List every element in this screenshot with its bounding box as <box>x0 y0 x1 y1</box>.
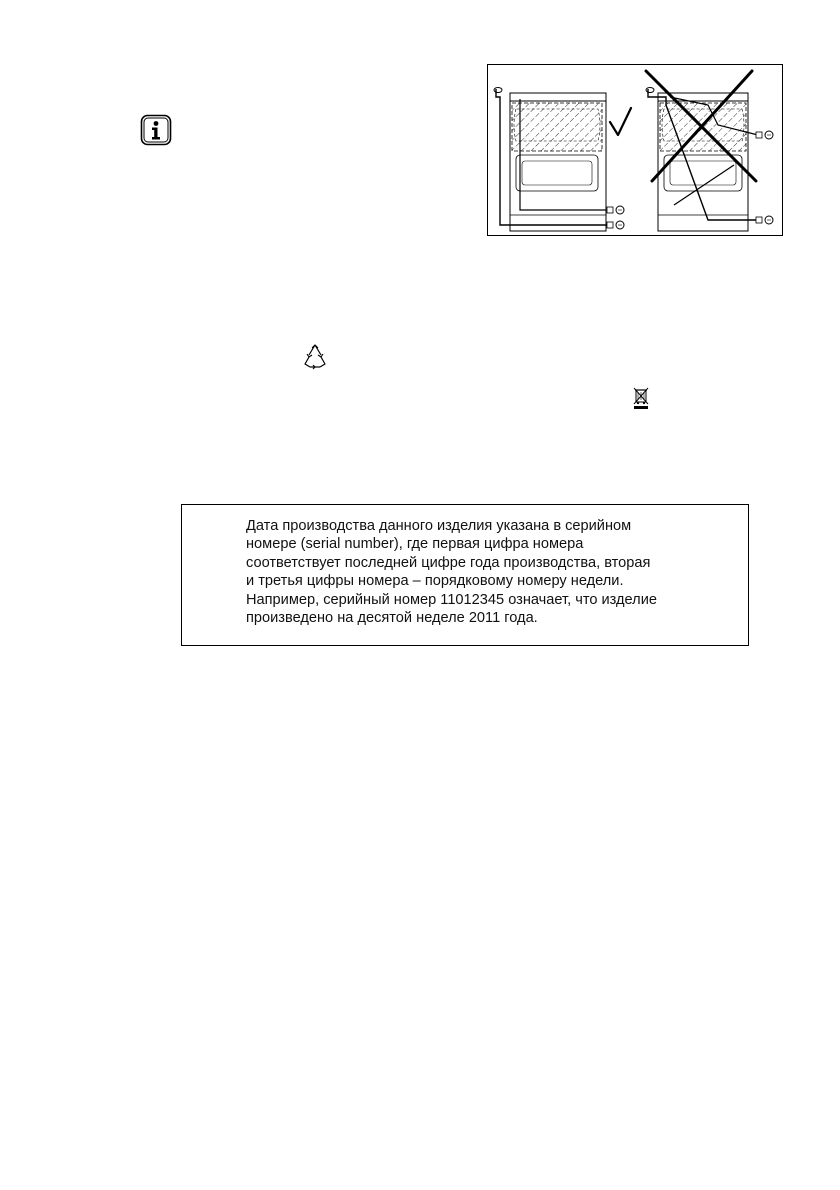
note-line: произведено на десятой неделе 2011 года. <box>246 610 538 627</box>
recycle-icon <box>301 343 329 371</box>
correct-installation <box>494 88 631 232</box>
checkmark-icon <box>610 108 631 135</box>
cable-routing-diagram <box>487 64 783 236</box>
note-line: номере (serial number), где первая цифра номера <box>246 536 584 553</box>
production-date-note <box>181 504 749 646</box>
note-line: Дата производства данного изделия указана в серийном <box>246 518 632 534</box>
note-line: Например, серийный номер 11012345 означает, что изделие <box>246 591 657 608</box>
note-text <box>246 517 736 627</box>
incorrect-installation <box>646 71 773 231</box>
crossed-out-wheelie-bin-icon <box>632 386 650 410</box>
note-line: соответствует последней цифре года производства, вторая <box>246 554 651 571</box>
info-icon <box>140 114 172 146</box>
note-line: и третья цифры номера – порядковому номеру недели. <box>246 573 624 590</box>
